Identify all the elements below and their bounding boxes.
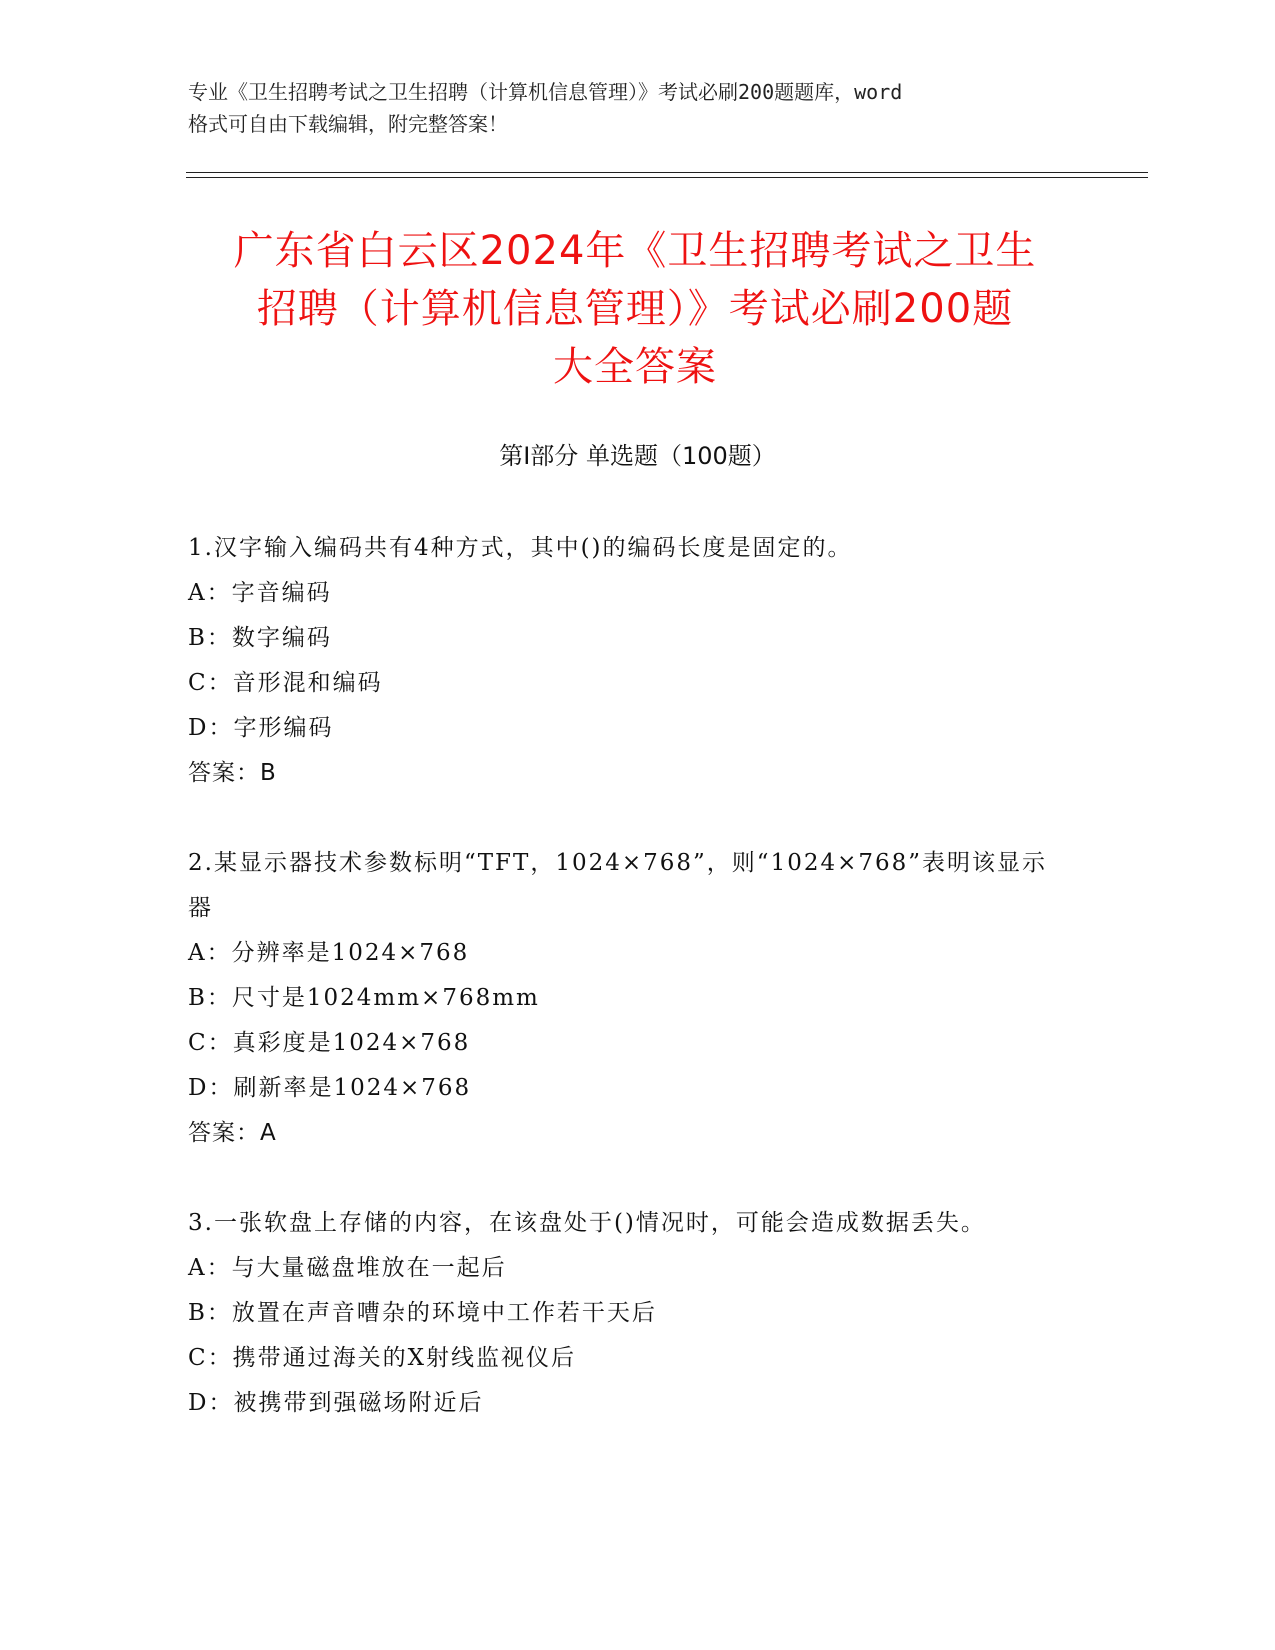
- option-c: C：音形混和编码: [188, 670, 383, 696]
- question-1: [188, 526, 1088, 796]
- title-line-2: 招聘（计算机信息管理）》考试必刷200题: [256, 286, 1014, 332]
- option-d: D：被携带到强磁场附近后: [188, 1390, 484, 1416]
- question-list: [188, 526, 1088, 1471]
- document-title: [150, 222, 1120, 396]
- question-stem: 1.汉字输入编码共有4种方式，其中()的编码长度是固定的。: [188, 535, 853, 561]
- option-a: A：与大量磁盘堆放在一起后: [188, 1255, 507, 1281]
- question-stem: 3.一张软盘上存储的内容，在该盘处于()情况时，可能会造成数据丢失。: [188, 1210, 986, 1236]
- answer-label: 答案：B: [188, 760, 277, 786]
- header-line-1: 专业《卫生招聘考试之卫生招聘（计算机信息管理）》考试必刷200题题库，word: [188, 80, 903, 104]
- title-line-1: 广东省白云区2024年《卫生招聘考试之卫生: [233, 228, 1037, 274]
- option-c: C：真彩度是1024×768: [188, 1030, 471, 1056]
- question-3: [188, 1201, 1088, 1426]
- option-a: A：分辨率是1024×768: [188, 940, 470, 966]
- title-line-3: 大全答案: [553, 344, 717, 390]
- header-rule-top: [186, 172, 1148, 173]
- header-line-2: 格式可自由下载编辑，附完整答案！: [188, 112, 508, 136]
- answer-label: 答案：A: [188, 1120, 277, 1146]
- option-b: B：数字编码: [188, 625, 332, 651]
- header-rule-bottom: [186, 177, 1148, 178]
- option-b: B：尺寸是1024mm×768mm: [188, 985, 540, 1011]
- option-d: D：刷新率是1024×768: [188, 1075, 472, 1101]
- option-d: D：字形编码: [188, 715, 334, 741]
- option-c: C：携带通过海关的X射线监视仪后: [188, 1345, 576, 1371]
- question-2: [188, 841, 1088, 1156]
- option-b: B：放置在声音嘈杂的环境中工作若干天后: [188, 1300, 657, 1326]
- section-heading: 第Ⅰ部分 单选题（100题）: [499, 442, 776, 470]
- question-stem: 2.某显示器技术参数标明“TFT，1024×768”，则“1024×768”表明该显示器: [188, 850, 1048, 921]
- option-a: A：字音编码: [188, 580, 332, 606]
- document-header: [188, 76, 1088, 140]
